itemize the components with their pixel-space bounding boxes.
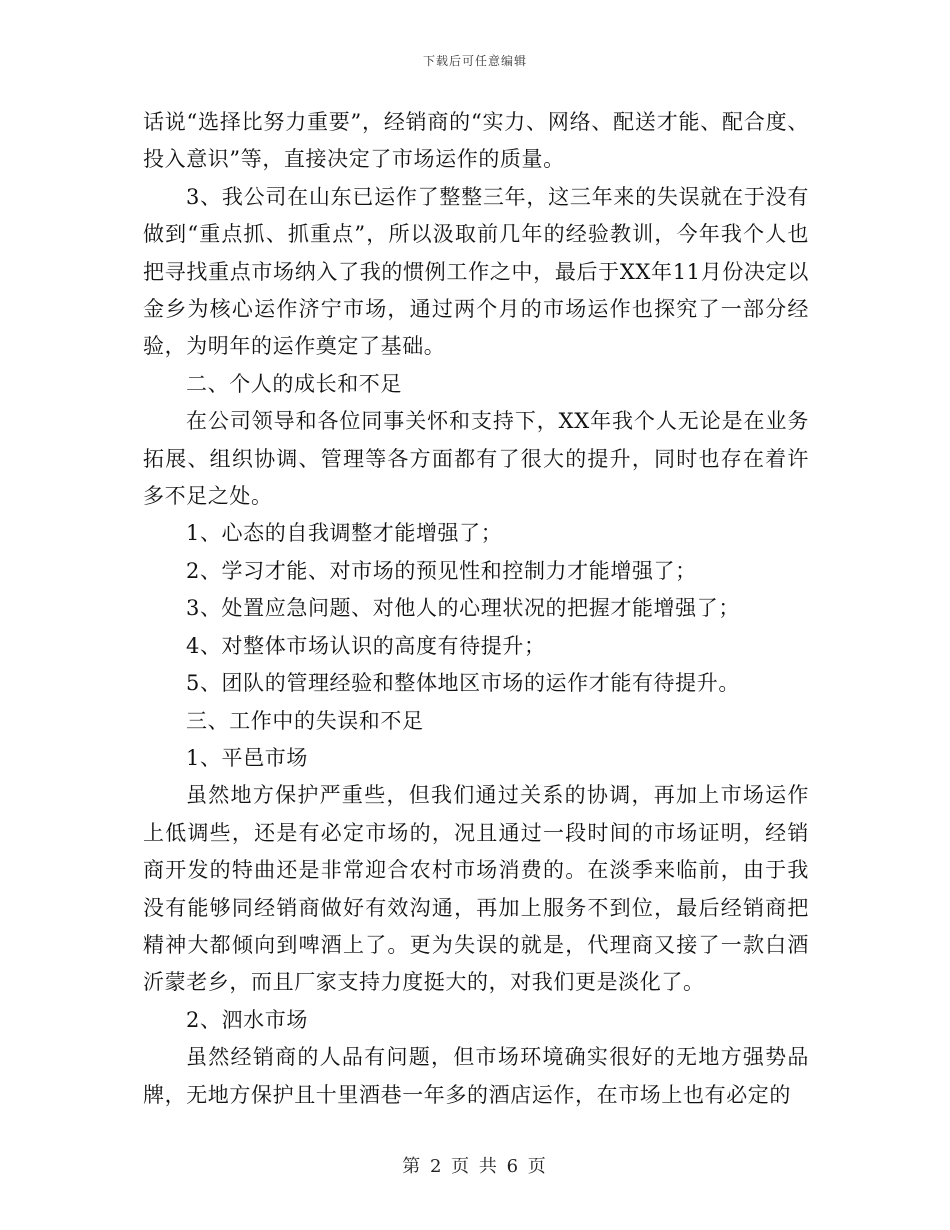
paragraph: 虽然经销商的人品有问题，但市场环境确实很好的无地方强势品牌，无地方保护且十里酒巷一年多的酒店运作，在市场上也有必定的	[143, 1045, 809, 1107]
section-heading: 二、个人的成长和不足	[186, 371, 402, 396]
paragraph: 3、我公司在山东已运作了整整三年，这三年来的失误就在于没有做到“重点抓、抓重点”，所以汲取前几年的经验教训，今年我个人也把寻找重点市场纳入了我的惯例工作之中，最后于XX年11月份决定以金乡为核心运作济宁市场，通过两个月的市场运作也探究了一部分经验，为明年的运作奠定了基础。	[143, 184, 809, 359]
list-item: 5、团队的管理经验和整体地区市场的运作才能有待提升。	[186, 671, 740, 696]
subsection-heading: 1、平邑市场	[186, 745, 308, 770]
page-header-note: 下载后可任意编辑	[422, 54, 527, 68]
list-item: 1、心态的自我调整才能增强了；	[186, 521, 503, 546]
paragraph: 话说“选择比努力重要”，经销商的“实力、网络、配送才能、配合度、投入意识”等，直接决定了市场运作的质量。	[143, 110, 809, 172]
paragraph: 在公司领导和各位同事关怀和支持下，XX年我个人无论是在业务拓展、组织协调、管理等各方面都有了很大的提升，同时也存在着许多不足之处。	[143, 409, 809, 509]
section-heading: 三、工作中的失误和不足	[186, 708, 424, 733]
subsection-heading: 2、泗水市场	[186, 1007, 308, 1032]
document-body	[143, 104, 809, 1114]
list-item: 3、处置应急问题、对他人的心理状况的把握才能增强了；	[186, 596, 740, 621]
page-number-footer: 第 2 页 共 6 页	[402, 1156, 548, 1177]
list-item: 2、学习才能、对市场的预见性和控制力才能增强了；	[186, 558, 697, 583]
list-item: 4、对整体市场认识的高度有待提升；	[186, 633, 546, 658]
paragraph: 虽然地方保护严重些，但我们通过关系的协调，再加上市场运作上低调些，还是有必定市场的，况且通过一段时间的市场证明，经销商开发的特曲还是非常迎合农村市场消费的。在淡季来临前，由于我没有能够同经销商做好有效沟通，再加上服务不到位，最后经销商把精神大都倾向到啤酒上了。更为失误的就是，代理商又接了一款白酒沂蒙老乡，而且厂家支持力度挺大的，对我们更是淡化了。	[143, 783, 809, 995]
